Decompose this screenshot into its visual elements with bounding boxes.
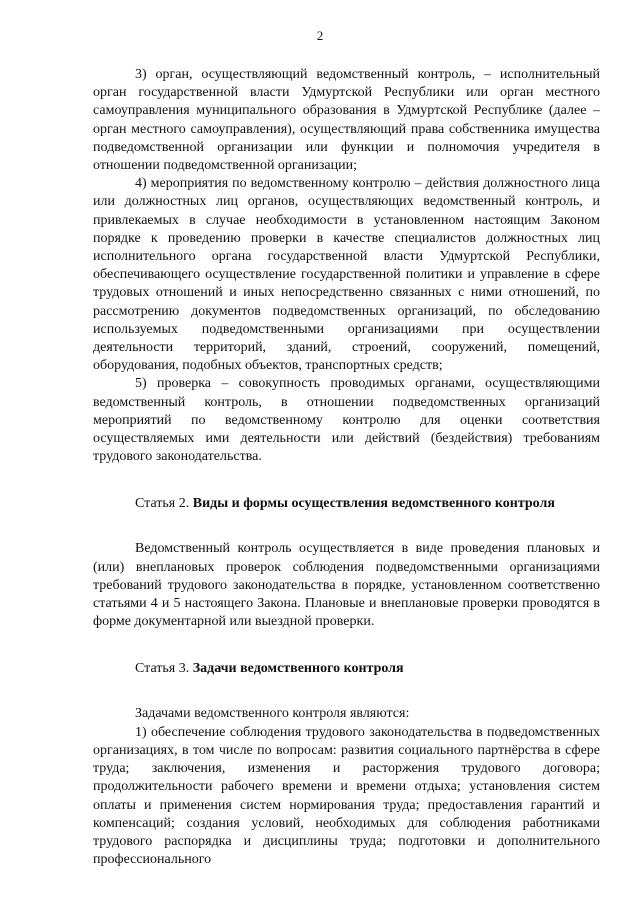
definition-item-5: 5) проверка – совокупность проводимых органами, осуществляющими ведомственный контроль, в отношении подведомственных организаций мероприятий по ведомственному контролю для оценки соответствия осуществляемых ими деятельности или действий (бездействия) требованиям трудового законодательства. (93, 376, 600, 465)
article-3-intro: Задачами ведомственного контроля являются: (135, 706, 410, 722)
article-2-heading (93, 495, 600, 513)
article-3-heading (93, 660, 600, 678)
article-3-title: Задачи ведомственного контроля (192, 661, 404, 677)
article-2-prefix: Статья 2. (135, 496, 190, 512)
article-3-item-1: 1) обеспечение соблюдения трудового законодательства в подведомственных организациях, в том числе по вопросам: развития социального партнёрства в сфере труда; заключения, изменения и расторжения трудового договора; продолжительности рабочего времени и времени отдыха; установления систем оплаты и применения систем нормирования труда; предоставления гарантий и компенсаций; создания условий, необходимых для соблюдения работниками трудового распорядка и дисциплины труда; подготовки и дополнительного профессионального (93, 724, 600, 868)
article-2-title: Виды и формы осуществления ведомственного контроля (192, 496, 555, 512)
page-number: 2 (316, 28, 324, 43)
definition-item-3: 3) орган, осуществляющий ведомственный контроль, – исполнительный орган государственной власти Удмуртской Республики или орган местного самоуправления муниципального образования в Удмуртской Республике (далее – орган местного самоуправления), осуществляющий права собственника имущества подведомственной организации или функции и полномочия учредителя в отношении подведомственной организации; (93, 67, 600, 174)
article-2-text: Ведомственный контроль осуществляется в виде проведения плановых и (или) внеплановых проверок соблюдения подведомственными организациями требований трудового законодательства в порядке, установленном соответственно статьями 4 и 5 настоящего Закона. Плановые и внеплановые проверки проводятся в форме документарной или выездной проверки. (93, 541, 600, 630)
definition-item-4: 4) мероприятия по ведомственному контролю – действия должностного лица или должностных лиц органов, осуществляющих ведомственный контроль, и привлекаемых в случае необходимости в установленном настоящим Законом порядке к проведению проверки в качестве специалистов должностных лиц исполнительного органа государственной власти Удмуртской Республики, обеспечивающего осуществление государственной политики и управление в сфере трудовых отношений и иных непосредственно связанных с ними отношений, по рассмотрению документов подведомственных организаций, по обследованию используемых подведомственными организациями при осуществлении деятельности территорий, зданий, строений, сооружений, помещений, оборудования, подобных объектов, транспортных средств; (93, 176, 600, 374)
article-3-prefix: Статья 3. (135, 661, 190, 677)
